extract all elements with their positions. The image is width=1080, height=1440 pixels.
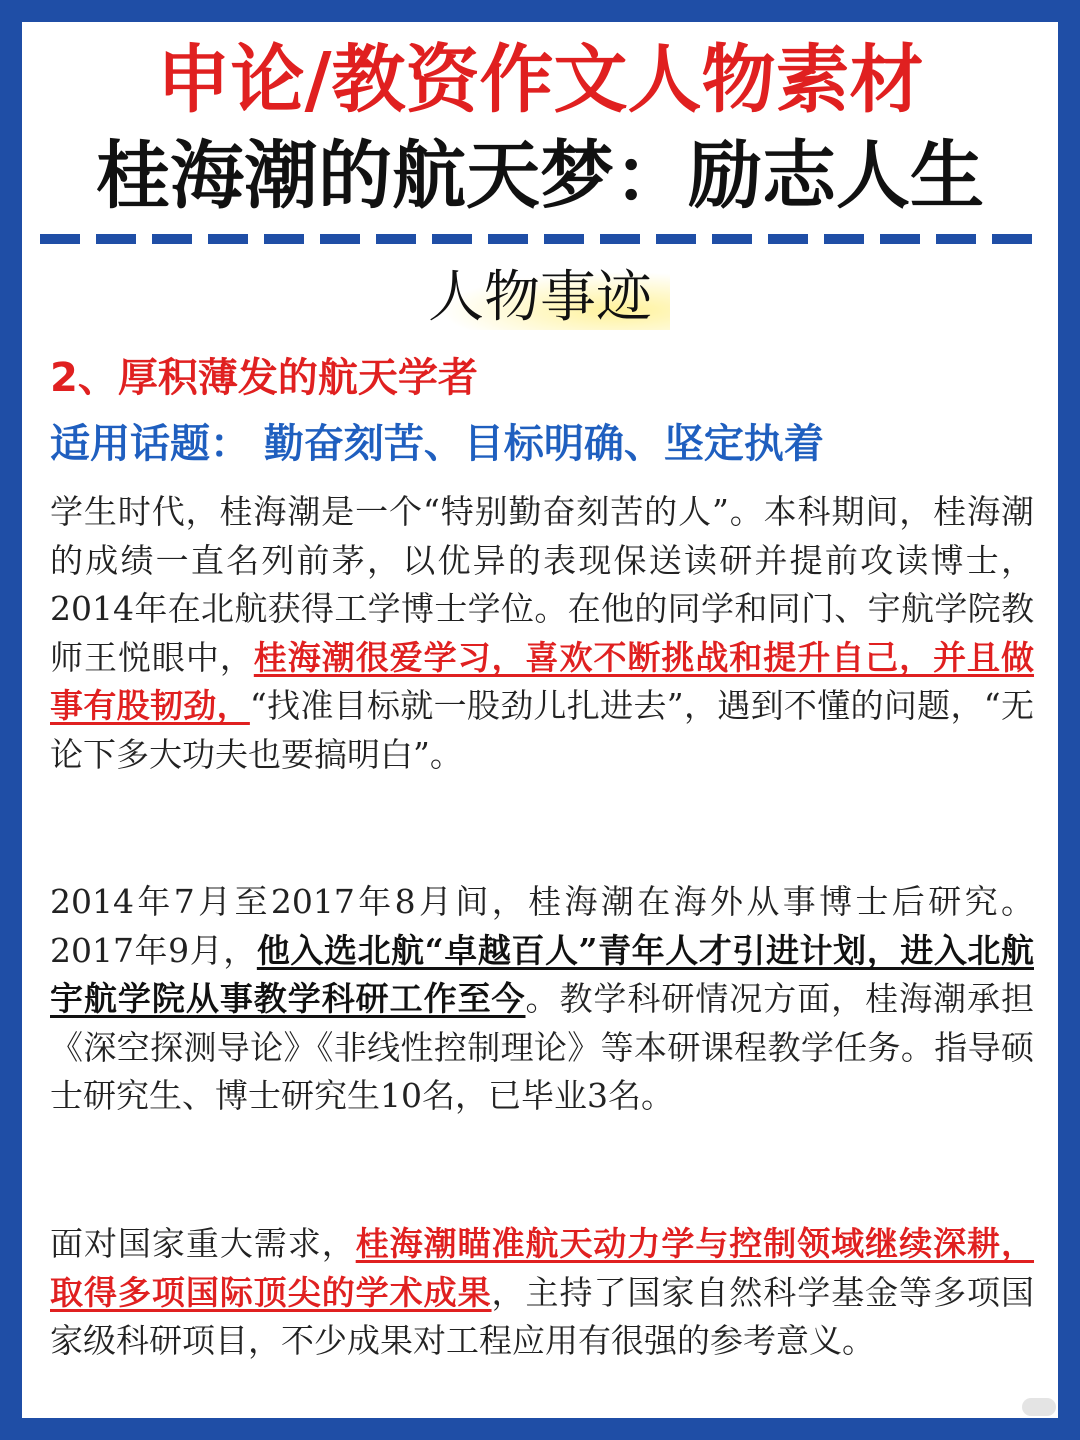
dashed-divider: [40, 234, 1040, 244]
paragraph-2: [50, 878, 1034, 1121]
paragraph-1-text-b: “找准目标就一股劲儿扎进去”，遇到不懂的问题，“无论下多大功夫也要搞明白”。: [50, 686, 1034, 774]
paragraph-2-text-a: 2014年7月至2017年8月间，桂海潮在海外从事博士后研究。2017年9月，: [50, 882, 1034, 970]
paragraph-3-text-a: 面对国家重大需求，: [50, 1224, 356, 1263]
paragraph-1: [50, 488, 1034, 780]
section-heading: [22, 260, 1058, 336]
paragraph-1-highlight: 桂海潮很爱学习，喜欢不断挑战和提升自己，并且做事有股韧劲，: [50, 637, 1035, 726]
paragraph-2-text-b: 。教学科研情况方面，桂海潮承担《深空探测导论》《非线性控制理论》等本研课程教学任务。指导硕士研究生、博士研究生10名，已毕业3名。: [50, 979, 1035, 1116]
content-area: [22, 22, 1058, 1418]
page-title-line2: 桂海潮的航天梦：励志人生: [96, 133, 984, 219]
paragraph-3-highlight: 桂海潮瞄准航天动力学与控制领域继续深耕，取得多项国际顶尖的学术成果: [50, 1224, 1035, 1312]
subheading: 2、厚积薄发的航天学者: [50, 355, 478, 401]
paragraph-1-text-a: 学生时代，桂海潮是一个“特别勤奋刻苦的人”。本科期间，桂海潮的成绩一直名列前茅，以优异的表现保送读研并提前攻读博士，2014年在北航获得工学博士学位。在他的同学和同门、宇航学院教师王悦眼中，: [50, 492, 1034, 677]
watermark-badge: [1022, 1398, 1056, 1416]
applicable-topics: 适用话题： 勤奋刻苦、目标明确、坚定执着: [50, 421, 824, 467]
page-title-line1: 申论/教资作文人物素材: [156, 37, 924, 123]
paragraph-3: [50, 1220, 1034, 1366]
paragraph-3-text-b: ，主持了国家自然科学基金等多项国家级科研项目，不少成果对工程应用有很强的参考意义。: [50, 1272, 1035, 1361]
paragraph-2-highlight: 他入选北航“卓越百人”青年人才引进计划，进入北航宇航学院从事教学科研工作至今: [50, 930, 1034, 1019]
section-heading-text: 人物事迹: [410, 265, 670, 330]
